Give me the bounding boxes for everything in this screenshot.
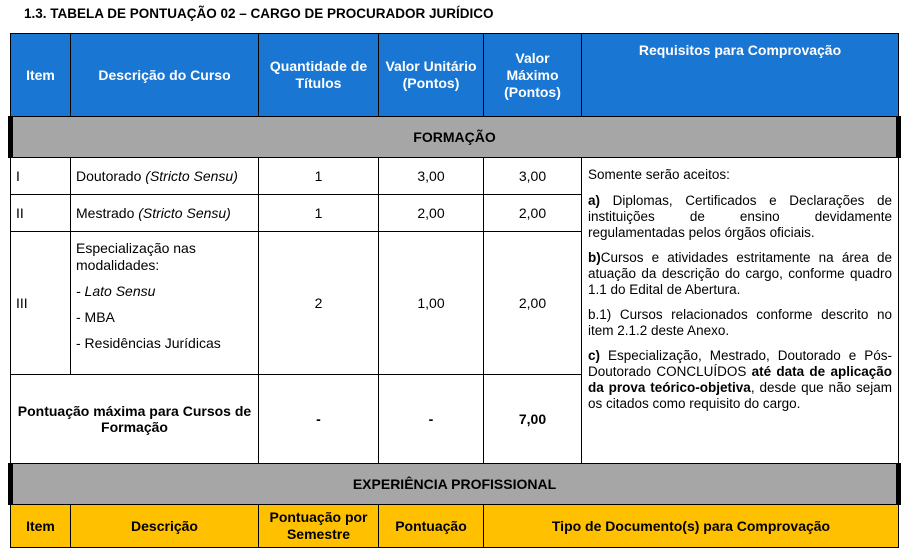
- requisito-c: c) Especialização, Mestrado, Doutorado e Pós-Doutorado CONCLUÍDOS até data de aplicação da prova teórico-objetiva, desde que não sejam os citados como requisito do cargo.: [588, 348, 892, 411]
- desc-line: - Lato Sensu: [76, 283, 156, 299]
- row-max: 3,00: [484, 158, 582, 195]
- exp-header-tipo-documento: Tipo de Documento(s) para Comprovação: [484, 505, 899, 548]
- experiencia-section-row: [11, 464, 899, 505]
- header-requisitos: Requisitos para Comprovação: [582, 34, 899, 117]
- exp-header-descricao: Descrição: [71, 505, 259, 548]
- row-desc: Mestrado (Stricto Sensu): [71, 195, 259, 232]
- table-header-row: [11, 34, 899, 117]
- row-max: 2,00: [484, 232, 582, 375]
- requisito-b1: b.1) Cursos relacionados conforme descrito no item 2.1.2 deste Anexo.: [588, 307, 892, 338]
- desc-line: - Residências Jurídicas: [76, 335, 221, 351]
- row-unit: 3,00: [379, 158, 484, 195]
- row-item: II: [11, 195, 71, 232]
- max-score-qtd: -: [259, 375, 379, 464]
- row-max: 2,00: [484, 195, 582, 232]
- row-desc: Doutorado (Stricto Sensu): [71, 158, 259, 195]
- experiencia-header-row: [11, 505, 899, 548]
- table-row: [11, 158, 899, 195]
- row-qtd: 2: [259, 232, 379, 375]
- exp-header-pontuacao-semestre: Pontuação por Semestre: [259, 505, 379, 548]
- row-item: I: [11, 158, 71, 195]
- row-item: III: [11, 232, 71, 375]
- header-quantidade: Quantidade de Títulos: [259, 34, 379, 117]
- header-descricao: Descrição do Curso: [71, 34, 259, 117]
- desc-line: Especialização nas modalidades:: [76, 240, 196, 273]
- exp-header-pontuacao: Pontuação: [379, 505, 484, 548]
- row-qtd: 1: [259, 158, 379, 195]
- max-score-unit: -: [379, 375, 484, 464]
- requisito-b: b)Cursos e atividades estritamente na área de atuação da descrição do cargo, conforme quadro 1.1 do Edital de Abertura.: [588, 250, 892, 297]
- header-item: Item: [11, 34, 71, 117]
- formacao-label: FORMAÇÃO: [11, 117, 899, 158]
- exp-header-item: Item: [11, 505, 71, 548]
- header-valor-unitario: Valor Unitário (Pontos): [379, 34, 484, 117]
- requisito-a: a) Diplomas, Certificados e Declarações de instituições de ensino devidamente regulamentadas pelos órgãos oficiais.: [588, 193, 892, 240]
- desc-line: - MBA: [76, 309, 115, 325]
- experiencia-label: EXPERIÊNCIA PROFISSIONAL: [11, 464, 899, 505]
- row-qtd: 1: [259, 195, 379, 232]
- row-desc: [71, 232, 259, 375]
- section-title: 1.3. TABELA DE PONTUAÇÃO 02 – CARGO DE PROCURADOR JURÍDICO: [24, 6, 494, 21]
- score-table: [8, 33, 901, 548]
- formacao-section-row: [11, 117, 899, 158]
- max-score-total: 7,00: [484, 375, 582, 464]
- header-valor-maximo: Valor Máximo (Pontos): [484, 34, 582, 117]
- requisitos-intro: Somente serão aceitos:: [588, 167, 730, 182]
- row-unit: 1,00: [379, 232, 484, 375]
- row-unit: 2,00: [379, 195, 484, 232]
- requisitos-cell: [582, 158, 899, 464]
- max-score-label: Pontuação máxima para Cursos de Formação: [11, 375, 259, 464]
